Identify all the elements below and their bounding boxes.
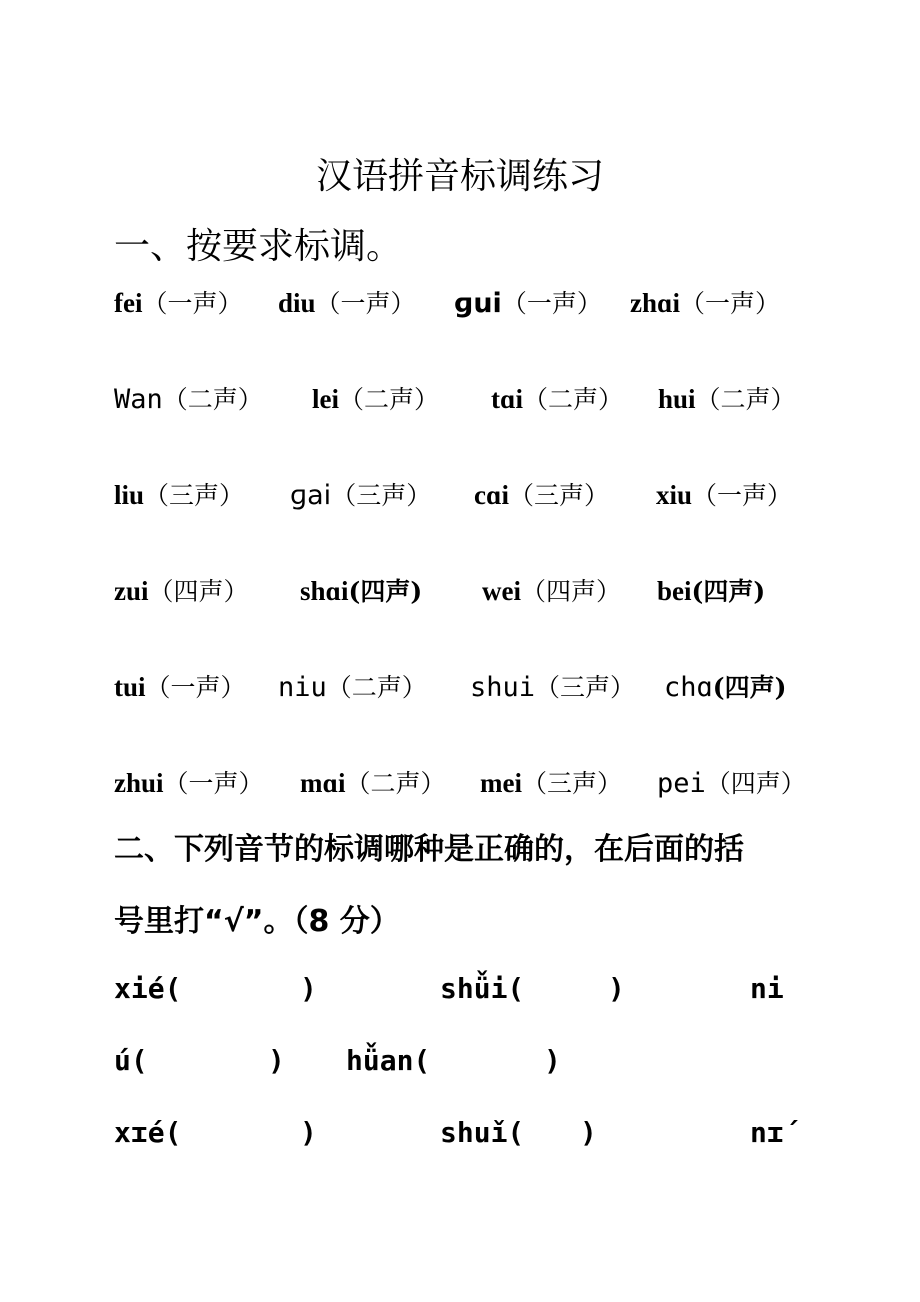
syllable-option: shǚi(	[440, 972, 525, 1005]
tone-label: （一声）	[501, 289, 602, 318]
tone-label: （一声）	[163, 769, 264, 798]
tone-label: （一声）	[680, 289, 781, 318]
tone-label: （四声）	[148, 577, 249, 606]
pinyin: pei	[657, 768, 706, 799]
pinyin: fei	[114, 288, 143, 318]
pinyin: chɑ	[664, 672, 713, 703]
tone-label: （四声）	[520, 577, 621, 606]
tone-label: （四声）	[705, 769, 806, 798]
tone-label: （一声）	[142, 289, 243, 318]
pinyin: hui	[658, 384, 696, 414]
tone-label: （三声）	[331, 481, 432, 510]
answer-bracket-close[interactable]: )	[544, 1044, 561, 1077]
pinyin: liu	[114, 480, 145, 510]
pinyin: diu	[278, 288, 316, 318]
pinyin: mei	[480, 768, 522, 798]
pinyin: ɡui	[454, 288, 502, 319]
pinyin: lei	[312, 384, 339, 414]
tone-label: (四声)	[691, 577, 766, 606]
tone-label: （三声）	[144, 481, 245, 510]
tone-label: （一声）	[315, 289, 416, 318]
pinyin: tui	[114, 672, 146, 702]
syllable-option: xɪ́e(	[114, 1116, 182, 1149]
syllable-option: hǚan(	[346, 1044, 431, 1077]
answer-bracket-close[interactable]: )	[268, 1044, 285, 1077]
tone-label: （二声）	[695, 385, 796, 414]
tone-label: （二声）	[326, 673, 427, 702]
page-title: 汉语拼音标调练习	[315, 156, 604, 197]
pinyin: zhui	[114, 768, 164, 798]
pinyin: xiu	[656, 480, 693, 510]
section2-heading-line1: 二、下列音节的标调哪种是正确的，在后面的括	[114, 832, 744, 867]
tone-label: (四声)	[348, 577, 423, 606]
pinyin: zhɑi	[630, 288, 681, 318]
answer-line-3	[114, 1116, 914, 1156]
answer-line-1	[114, 972, 914, 1012]
syllable-option: ni	[750, 972, 784, 1005]
tone-label: （三声）	[535, 673, 636, 702]
answer-line-2	[114, 1044, 914, 1084]
syllable-option: xié(	[114, 972, 182, 1005]
syllable-option: ú(	[114, 1044, 148, 1077]
section2-heading-line2: 号里打“√”。（8 分）	[114, 904, 400, 939]
tone-label: （三声）	[509, 481, 610, 510]
answer-bracket-close[interactable]: )	[300, 1116, 317, 1149]
tone-label: （二声）	[345, 769, 446, 798]
answer-bracket-close[interactable]: )	[580, 1116, 597, 1149]
pinyin: bei	[657, 576, 692, 606]
pinyin: shui	[470, 672, 536, 703]
tone-label: （一声）	[692, 481, 793, 510]
tone-label: (四声)	[712, 673, 787, 702]
pinyin: tɑi	[491, 384, 524, 414]
pinyin: Wan	[114, 384, 163, 415]
answer-bracket-close[interactable]: )	[608, 972, 625, 1005]
answer-bracket-close[interactable]: )	[300, 972, 317, 1005]
tone-label: （三声）	[521, 769, 622, 798]
tone-label: （二声）	[162, 385, 263, 414]
tone-label: （二声）	[339, 385, 440, 414]
pinyin: shɑi	[300, 576, 349, 606]
pinyin: ɡai	[290, 480, 332, 511]
pinyin: mɑi	[300, 768, 346, 798]
syllable-option: shuǐ(	[440, 1116, 525, 1149]
tone-label: （二声）	[523, 385, 624, 414]
tone-label: （一声）	[145, 673, 246, 702]
section1-heading: 一、按要求标调。	[114, 226, 403, 267]
pinyin: niu	[278, 672, 327, 703]
syllable-option: nɪ́	[750, 1116, 784, 1149]
pinyin: wei	[482, 576, 521, 606]
pinyin: zui	[114, 576, 149, 606]
pinyin: cɑi	[474, 480, 510, 510]
